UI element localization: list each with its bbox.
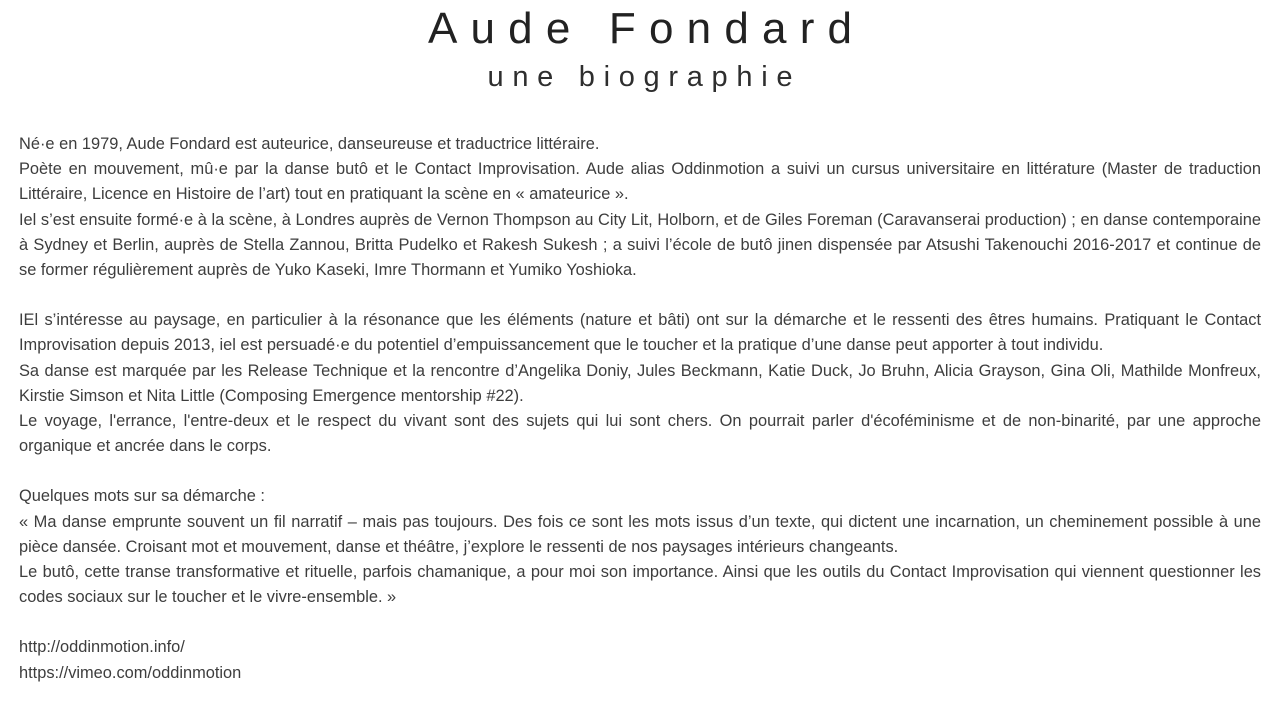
bio-paragraph-education: Poète en mouvement, mû·e par la danse butô et le Contact Improvisation. Aude alias Oddinmotion a suivi un cursus universitaire en littérature (Master de traduction Littéraire, Licence en Histoire de l’art) tout en pratiquant la scène en « amateurice ». — [19, 160, 1261, 204]
bio-paragraph-influences: Sa danse est marquée par les Release Technique et la rencontre d’Angelika Doniy, Jules Beckmann, Katie Duck, Jo Bruhn, Alicia Grayson, Gina Oli, Mathilde Monfreux, Kirstie Simson et Nita Little (Composing Emergence mentorship #22). — [19, 361, 1261, 405]
page-title: Aude Fondard — [427, 4, 866, 53]
bio-paragraph-themes: Le voyage, l'errance, l'entre-deux et le respect du vivant sont des sujets qui lui sont chers. On pourrait parler d'écoféminisme et de non-binarité, par une approche organique et ancrée dans le corps. — [19, 412, 1261, 456]
vimeo-link[interactable]: https://vimeo.com/oddinmotion — [19, 663, 242, 682]
paragraph-group-intro — [19, 132, 1261, 283]
bio-paragraph-quote-2: Le butô, cette transe transformative et rituelle, parfois chamanique, a pour moi son importance. Ainsi que les outils du Contact Improvisation qui viennent questionner les codes sociaux sur le toucher et le vivre-ensemble. » — [19, 563, 1261, 607]
paragraph-group-quote — [19, 484, 1261, 610]
website-link[interactable]: http://oddinmotion.info/ — [19, 638, 185, 657]
bio-paragraph-landscape: IEl s’intéresse au paysage, en particulier à la résonance que les éléments (nature et bâti) ont sur la démarche et le ressenti des êtres humains. Pratiquant le Contact Improvisation depuis 2013, iel est persuadé·e du potentiel d’empuissancement que le toucher et la pratique d’une danse peut apporter à tout individu. — [19, 311, 1261, 355]
links-group — [19, 635, 1261, 685]
paragraph-group-practice — [19, 308, 1261, 459]
bio-paragraph-birth: Né·e en 1979, Aude Fondard est auteurice, danseureuse et traductrice littéraire. — [19, 135, 600, 153]
page-subtitle: une biographie — [487, 61, 802, 93]
biography-body — [19, 132, 1261, 686]
bio-paragraph-training: Iel s’est ensuite formé·e à la scène, à Londres auprès de Vernon Thompson au City Lit, Holborn, et de Giles Foreman (Caravanserai production) ; en danse contemporaine à Sydney et Berlin, auprès de Stella Zannou, Britta Pudelko et Rakesh Sukesh ; a suivi l’école de butô jinen dispensée par Atsushi Takenouchi 2016-2017 et continue de se former régulièrement auprès de Yuko Kaseki, Imre Thormann et Yumiko Yoshioka. — [19, 210, 1261, 280]
doc-header — [0, 0, 1280, 94]
bio-paragraph-quote-1: « Ma danse emprunte souvent un fil narratif – mais pas toujours. Des fois ce sont les mots issus d’un texte, qui dictent une incarnation, un cheminement possible à une pièce dansée. Croisant mot et mouvement, danse et théâtre, j’explore le ressenti de nos paysages intérieurs changeants. — [19, 512, 1261, 556]
bio-paragraph-quote-intro: Quelques mots sur sa démarche : — [19, 487, 265, 506]
